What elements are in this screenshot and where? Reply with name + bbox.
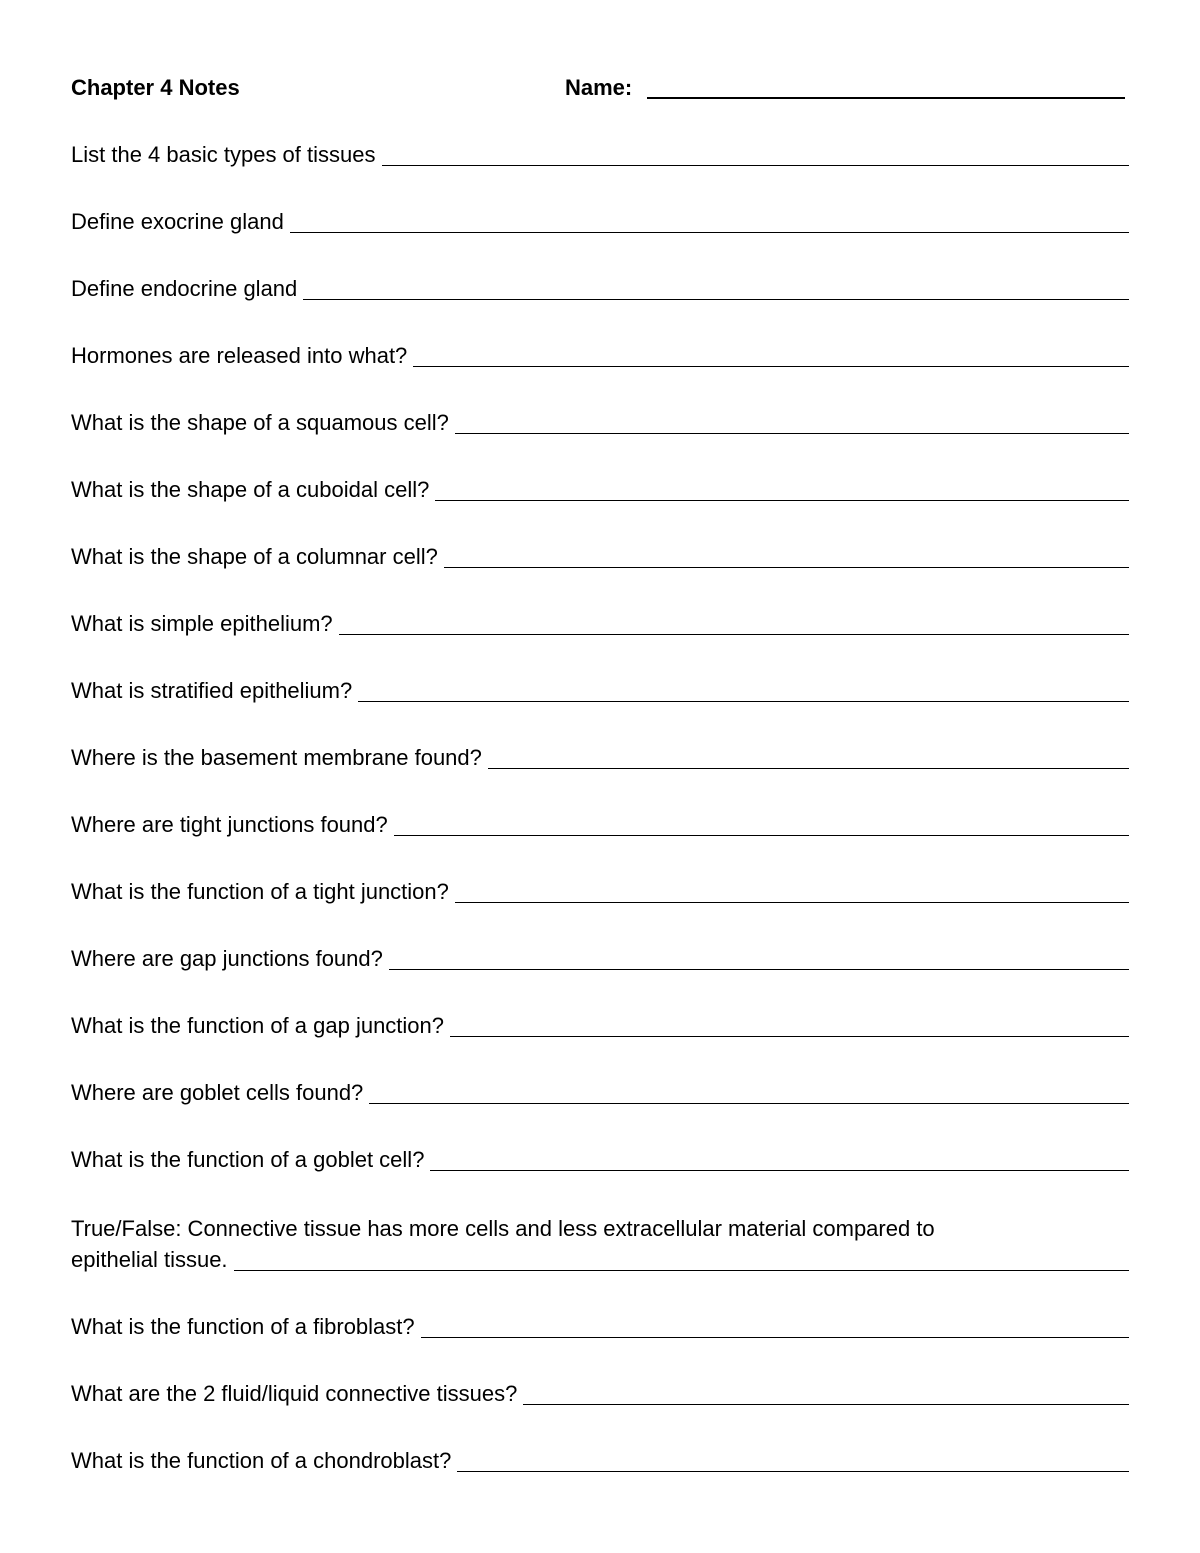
- question-item: [71, 475, 1129, 505]
- question-item: [71, 207, 1129, 237]
- question-text: Where is the basement membrane found?: [71, 745, 482, 770]
- answer-blank[interactable]: [455, 433, 1129, 434]
- question-item: [71, 944, 1129, 974]
- worksheet-header: [71, 73, 1127, 103]
- questions-list: [71, 140, 1129, 1513]
- question-text: Where are goblet cells found?: [71, 1080, 364, 1105]
- question-text: What is simple epithelium?: [71, 611, 333, 636]
- question-text: What is the function of a chondroblast?: [71, 1448, 452, 1473]
- answer-blank[interactable]: [413, 366, 1129, 367]
- question-text: What is the shape of a squamous cell?: [71, 410, 449, 435]
- name-answer-blank[interactable]: [647, 97, 1125, 99]
- answer-blank[interactable]: [444, 567, 1129, 568]
- question-text: List the 4 basic types of tissues: [71, 142, 376, 167]
- question-item: [71, 408, 1129, 438]
- answer-blank[interactable]: [450, 1036, 1129, 1037]
- question-item: [71, 341, 1129, 371]
- question-item: [71, 542, 1129, 572]
- question-continuation: [71, 1245, 1129, 1275]
- question-text: What is the shape of a columnar cell?: [71, 544, 438, 569]
- question-text: Define endocrine gland: [71, 276, 298, 301]
- answer-blank[interactable]: [457, 1471, 1129, 1472]
- question-text: True/False: Connective tissue has more cells and less extracellular material compared to: [71, 1216, 935, 1241]
- answer-blank[interactable]: [234, 1270, 1129, 1271]
- answer-blank[interactable]: [455, 902, 1129, 903]
- question-text: Define exocrine gland: [71, 209, 284, 234]
- question-text: What is the function of a fibroblast?: [71, 1314, 415, 1339]
- question-item: [71, 274, 1129, 304]
- question-text: What is the shape of a cuboidal cell?: [71, 477, 430, 502]
- answer-blank[interactable]: [389, 969, 1129, 970]
- question-item: [71, 810, 1129, 840]
- question-item: [71, 609, 1129, 639]
- answer-blank[interactable]: [382, 165, 1130, 166]
- answer-blank[interactable]: [358, 701, 1129, 702]
- question-text: What is the function of a gap junction?: [71, 1013, 445, 1038]
- question-text: Where are tight junctions found?: [71, 812, 388, 837]
- answer-blank[interactable]: [435, 500, 1129, 501]
- question-item: [71, 676, 1129, 706]
- question-text: What is the function of a goblet cell?: [71, 1147, 425, 1172]
- true-false-question: [71, 1212, 1129, 1275]
- answer-blank[interactable]: [369, 1103, 1129, 1104]
- question-text: Where are gap junctions found?: [71, 946, 383, 971]
- answer-blank[interactable]: [488, 768, 1129, 769]
- question-item: [71, 140, 1129, 170]
- name-label: Name:: [565, 75, 633, 100]
- answer-blank[interactable]: [339, 634, 1129, 635]
- question-item: [71, 1312, 1129, 1342]
- question-item: [71, 1011, 1129, 1041]
- question-item: [71, 1379, 1129, 1409]
- question-text: What is the function of a tight junction?: [71, 879, 449, 904]
- question-item: [71, 1446, 1129, 1476]
- question-text: What are the 2 fluid/liquid connective tissues?: [71, 1381, 518, 1406]
- question-item: [71, 1145, 1129, 1175]
- answer-blank[interactable]: [303, 299, 1129, 300]
- answer-blank[interactable]: [394, 835, 1129, 836]
- question-item: [71, 1078, 1129, 1108]
- page-title: Chapter 4 Notes: [71, 75, 240, 100]
- question-text: epithelial tissue.: [71, 1247, 228, 1272]
- question-text: Hormones are released into what?: [71, 343, 408, 368]
- answer-blank[interactable]: [430, 1170, 1129, 1171]
- answer-blank[interactable]: [290, 232, 1129, 233]
- answer-blank[interactable]: [421, 1337, 1129, 1338]
- question-item: [71, 743, 1129, 773]
- answer-blank[interactable]: [523, 1404, 1129, 1405]
- question-text: What is stratified epithelium?: [71, 678, 353, 703]
- question-item: [71, 877, 1129, 907]
